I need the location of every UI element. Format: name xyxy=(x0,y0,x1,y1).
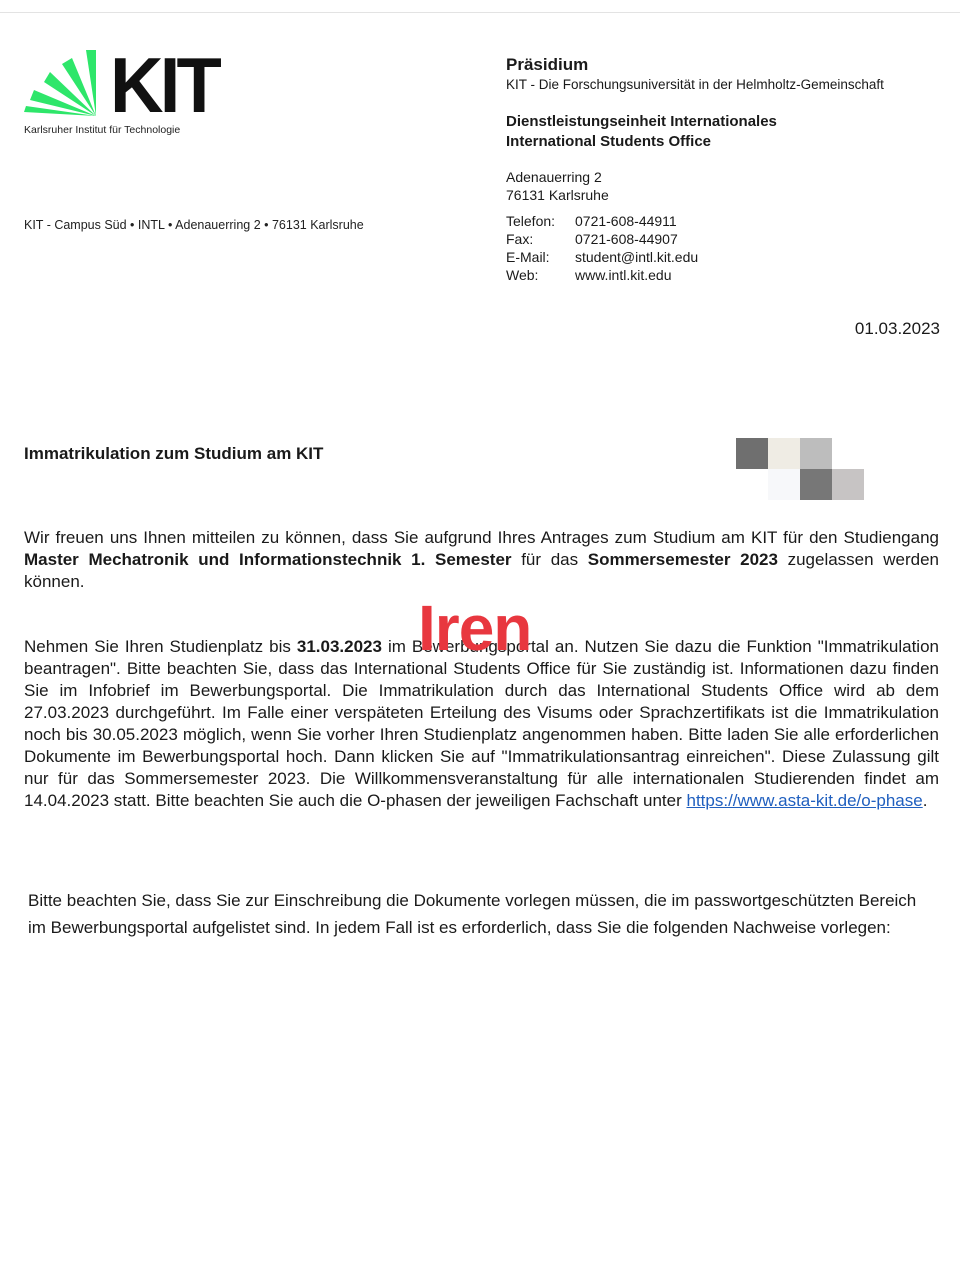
kit-logo-subtitle: Karlsruher Institut für Technologie xyxy=(24,124,181,136)
address-line-2: 76131 Karlsruhe xyxy=(506,187,609,203)
contact-value: www.intl.kit.edu xyxy=(575,267,672,283)
kit-logo xyxy=(24,41,218,140)
letter-date: 01.03.2023 xyxy=(854,319,940,338)
header-title: Präsidium xyxy=(506,55,589,74)
text-run: Nehmen Sie Ihren Studienplatz bis xyxy=(24,637,297,656)
contact-label: Telefon: xyxy=(506,213,556,229)
department-line-1: Dienstleistungseinheit Internationales xyxy=(506,113,777,130)
contact-row-web xyxy=(506,266,698,284)
kit-logo-wordmark: KIT xyxy=(110,41,218,129)
contact-row-email xyxy=(506,248,698,266)
contact-row-phone xyxy=(506,212,698,230)
contact-label: Web: xyxy=(506,267,539,283)
contact-label: Fax: xyxy=(506,231,534,247)
department-name xyxy=(506,112,777,152)
contact-block xyxy=(506,212,698,284)
contact-value: 0721-608-44907 xyxy=(575,231,678,247)
text-run: Wir freuen uns Ihnen mitteilen zu können, dass Sie aufgrund Ihres Antrages zum Studium am KIT für den Studiengang xyxy=(24,528,939,547)
top-divider xyxy=(0,12,960,13)
o-phase-link[interactable]: https://www.asta-kit.de/o-phase xyxy=(686,791,923,810)
watermark-text: Iren xyxy=(418,592,532,664)
letter-subject: Immatrikulation zum Studium am KIT xyxy=(24,444,324,463)
kit-logo-rays-icon xyxy=(24,50,114,120)
deadline-date: 31.03.2023 xyxy=(296,637,382,656)
text-run: zugelassen werden können. xyxy=(24,550,940,591)
semester-name: Sommersemester 2023 xyxy=(587,550,778,569)
program-name: Master Mechatronik und Informationstechnik 1. Semester xyxy=(24,550,512,569)
text-run: für das xyxy=(511,550,588,569)
header-subtitle: KIT - Die Forschungsuniversität in der Helmholtz-Gemeinschaft xyxy=(506,77,884,92)
office-address xyxy=(506,168,609,204)
sender-address-line: KIT - Campus Süd • INTL • Adenauerring 2 • 76131 Karlsruhe xyxy=(24,218,364,232)
contact-label: E-Mail: xyxy=(506,249,550,265)
contact-value: student@intl.kit.edu xyxy=(575,249,699,265)
text-run: . xyxy=(922,791,928,810)
address-line-1: Adenauerring 2 xyxy=(506,169,602,185)
paragraph-admission xyxy=(24,527,939,593)
text-run: im Bewerbungsportal an. Nutzen Sie dazu die Funktion "Immatrikulation beantragen". Bitte beachten Sie, dass das International Students Office für Sie zuständig ist. Informationen dazu finden Sie im Infobrief im Bewerbungsportal. Die Immatrikulation durch das International Students Office wird ab dem 27.03.2023 durchgeführt. Im Falle einer verspäteten Erteilung des Visums oder Sprachzertifikats ist die Immatrikulation noch bis 30.05.2023 möglich, wenn Sie vorher Ihren Studienplatz angenommen haben. Bitte laden Sie alle erforderlichen Dokumente im Bewerbungsportal hoch. Dann klicken Sie auf "Immatrikulationsantrag einreichen". Diese Zulassung gilt nur für das Sommersemester 2023. Die Willkommensveranstaltung für alle internationalen Studierenden findet am 14.04.2023 statt. Bitte beachten Sie auch die O-phasen der jeweiligen Fachschaft unter xyxy=(24,637,939,810)
department-line-2: International Students Office xyxy=(506,133,712,150)
paragraph-documents: Bitte beachten Sie, dass Sie zur Einschreibung die Dokumente vorlegen müssen, die im passwortgeschützten Bereich im Bewerbungsportal aufgelistet sind. In jedem Fall ist es erforderlich, dass Sie die folgenden Nachweise vorlegen: xyxy=(28,891,917,937)
contact-row-fax xyxy=(506,230,698,248)
contact-value: 0721-608-44911 xyxy=(575,213,677,229)
